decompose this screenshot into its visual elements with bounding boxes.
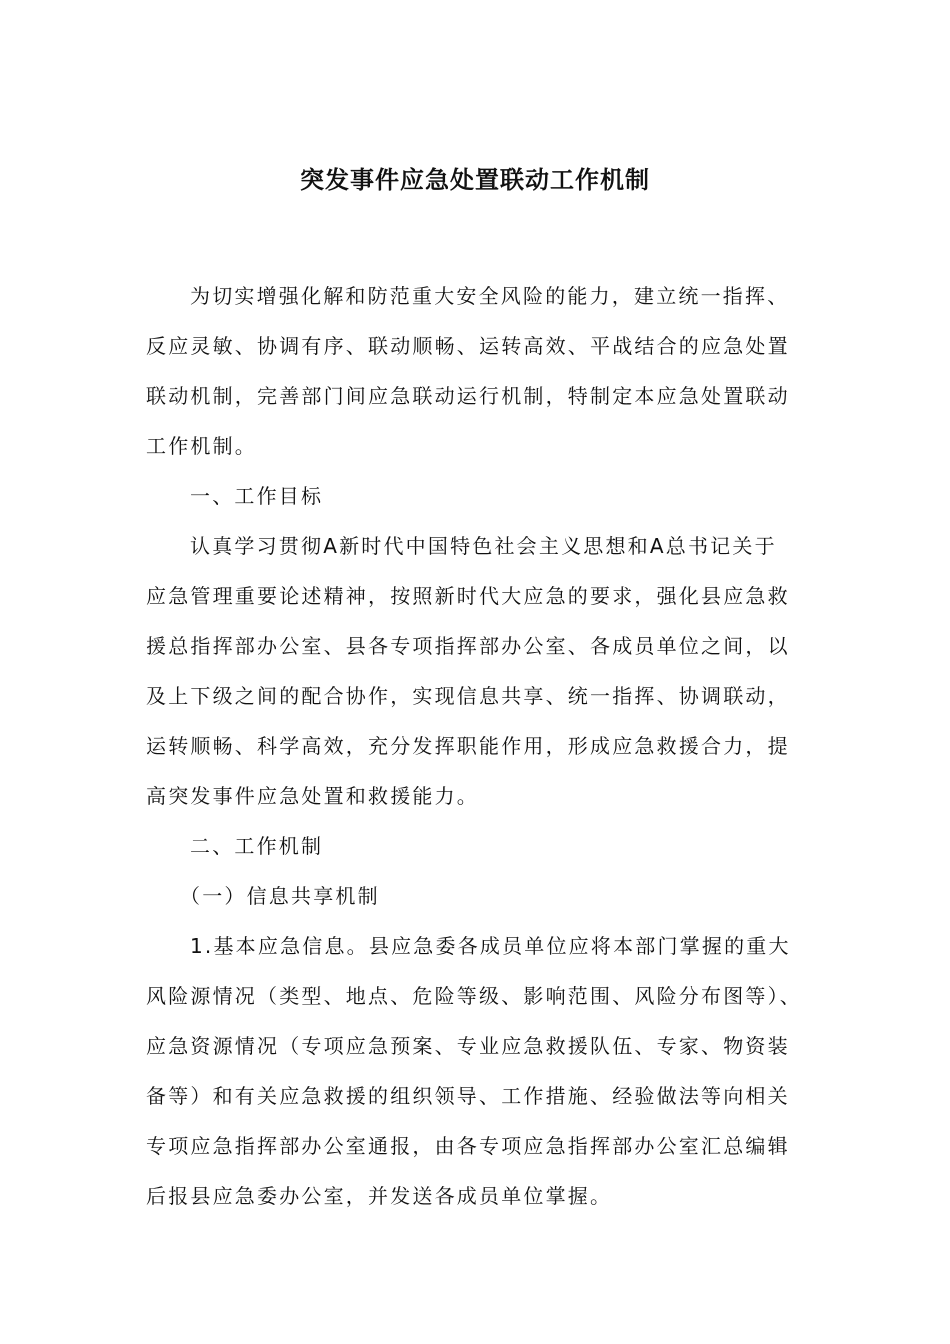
paragraph-basic-info-line-4: 备等）和有关应急救援的组织领导、工作措施、经验做法等向相关 <box>146 1084 790 1108</box>
paragraph-intro-line-3: 联动机制，完善部门间应急联动运行机制，特制定本应急处置联动 <box>146 384 790 408</box>
paragraph-intro-line-1: 为切实增强化解和防范重大安全风险的能力，建立统一指挥、 <box>190 284 790 308</box>
paragraph-goals-line-3: 援总指挥部办公室、县各专项指挥部办公室、各成员单位之间，以 <box>146 634 790 658</box>
paragraph-goals-line-5: 运转顺畅、科学高效，充分发挥职能作用，形成应急救援合力，提 <box>146 734 790 758</box>
paragraph-basic-info-line-1: 1.基本应急信息。县应急委各成员单位应将本部门掌握的重大 <box>190 934 791 958</box>
document-title: 突发事件应急处置联动工作机制 <box>300 166 650 194</box>
paragraph-intro-line-2: 反应灵敏、协调有序、联动顺畅、运转高效、平战结合的应急处置 <box>146 334 790 358</box>
paragraph-goals-line-6: 高突发事件应急处置和救援能力。 <box>146 784 479 808</box>
section-heading-mechanism: 二、工作机制 <box>190 834 324 858</box>
section-heading-goals: 一、工作目标 <box>190 484 324 508</box>
paragraph-basic-info-line-3: 应急资源情况（专项应急预案、专业应急救援队伍、专家、物资装 <box>146 1034 790 1058</box>
paragraph-goals-line-1: 认真学习贯彻A新时代中国特色社会主义思想和A总书记关于 <box>190 534 777 558</box>
paragraph-goals-line-2: 应急管理重要论述精神，按照新时代大应急的要求，强化县应急救 <box>146 584 790 608</box>
paragraph-basic-info-line-2: 风险源情况（类型、地点、危险等级、影响范围、风险分布图等）、 <box>146 984 802 1008</box>
subsection-heading-info-sharing: （一）信息共享机制 <box>180 884 380 908</box>
paragraph-intro-line-4: 工作机制。 <box>146 434 257 458</box>
document-body <box>146 271 816 1221</box>
paragraph-goals-line-4: 及上下级之间的配合协作，实现信息共享、统一指挥、协调联动， <box>146 684 790 708</box>
paragraph-basic-info-line-6: 后报县应急委办公室，并发送各成员单位掌握。 <box>146 1184 613 1208</box>
paragraph-basic-info-line-5: 专项应急指挥部办公室通报，由各专项应急指挥部办公室汇总编辑 <box>146 1134 790 1158</box>
